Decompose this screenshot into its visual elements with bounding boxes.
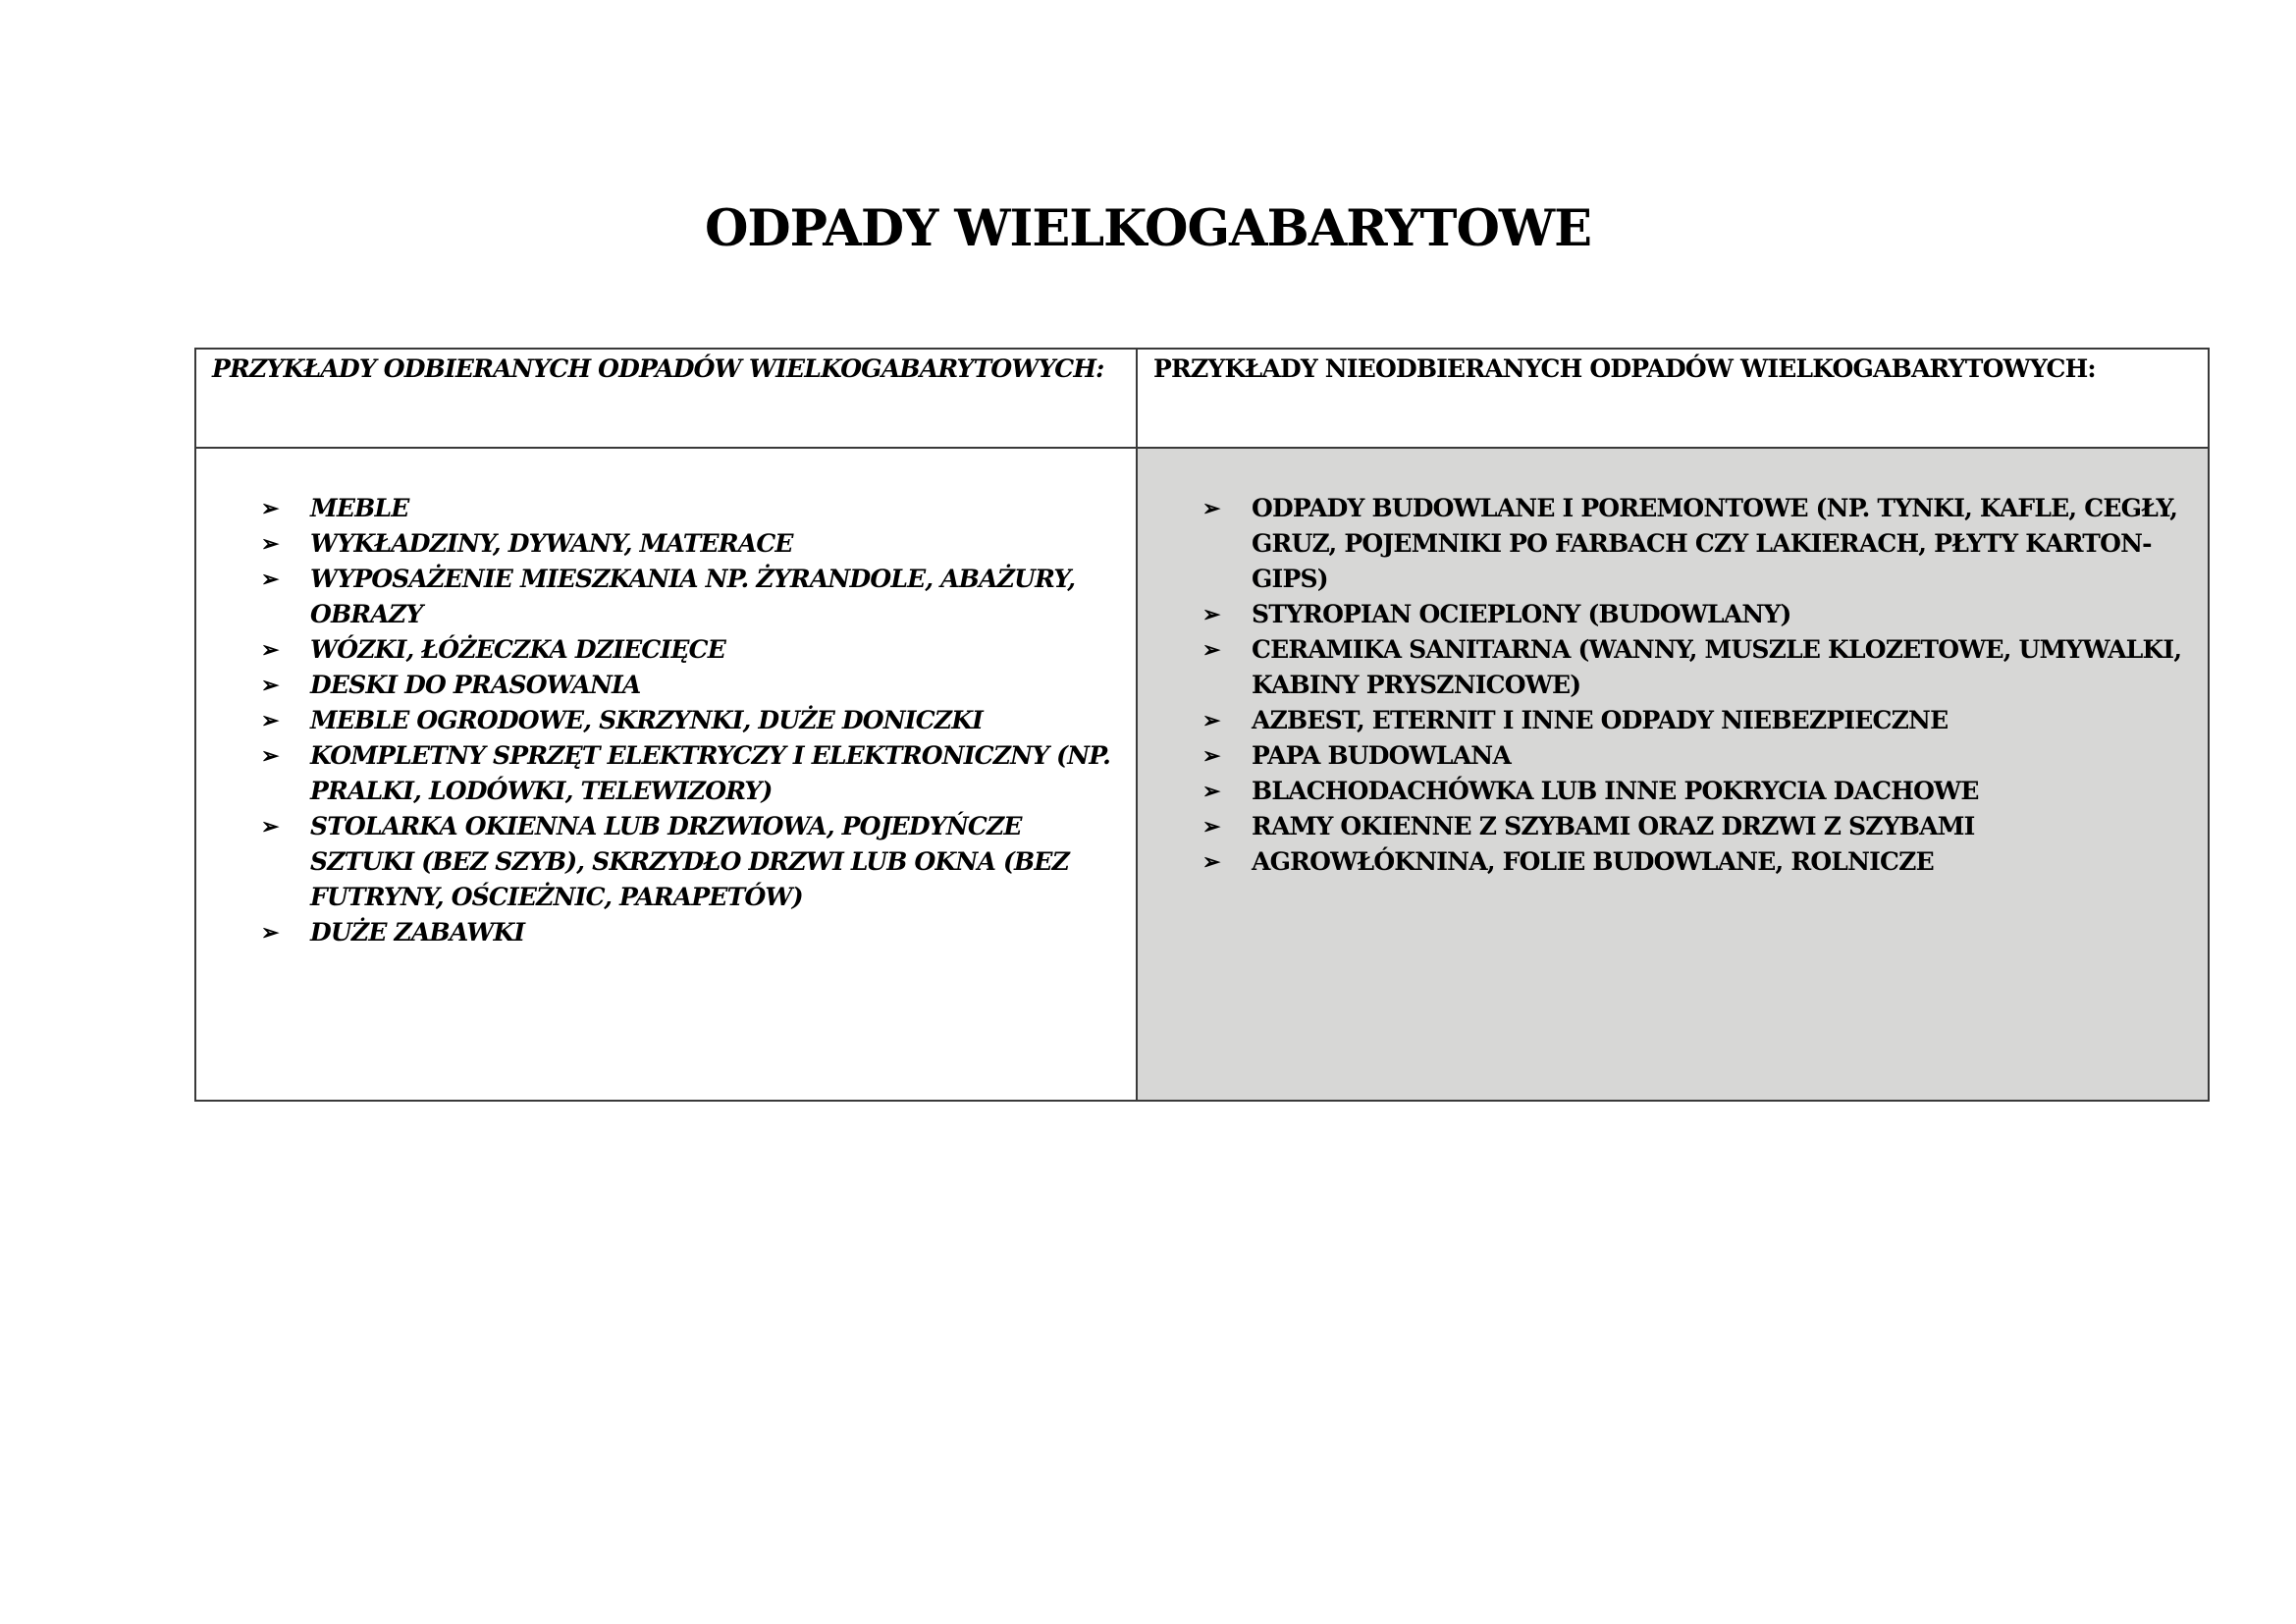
list-item-text: WÓZKI, ŁÓŻECZKA DZIECIĘCE bbox=[310, 635, 726, 664]
collected-waste-header: PRZYKŁADY ODBIERANYCH ODPADÓW WIELKOGABARYTOWYCH: bbox=[212, 354, 1104, 383]
page-title: ODPADY WIELKOGABARYTOWE bbox=[704, 199, 1592, 258]
arrowhead-bullet-icon: ➢ bbox=[261, 496, 279, 521]
list-item-text: STOLARKA OKIENNA LUB DRZWIOWA, POJEDYŃCZE SZTUKI (BEZ SZYB), SKRZYDŁO DRZWI LUB OKNA (BEZ FUTRYNY, OŚCIEŻNIC, PARAPETÓW) bbox=[310, 812, 1070, 911]
list-item-text: STYROPIAN OCIEPLONY (BUDOWLANY) bbox=[1252, 600, 1791, 628]
list-item-text: AZBEST, ETERNIT I INNE ODPADY NIEBEZPIECZNE bbox=[1252, 706, 1949, 734]
arrowhead-bullet-icon: ➢ bbox=[1202, 602, 1220, 627]
list-item bbox=[1202, 809, 2198, 844]
list-item-text: PAPA BUDOWLANA bbox=[1252, 741, 1511, 770]
list-item bbox=[1202, 738, 2198, 774]
arrowhead-bullet-icon: ➢ bbox=[1202, 637, 1220, 663]
arrowhead-bullet-icon: ➢ bbox=[1202, 708, 1220, 733]
arrowhead-bullet-icon: ➢ bbox=[1202, 743, 1220, 769]
collected-waste-list bbox=[196, 449, 1136, 950]
list-item bbox=[1202, 491, 2198, 597]
list-item-text: WYKŁADZINY, DYWANY, MATERACE bbox=[310, 529, 793, 558]
list-item bbox=[1202, 774, 2198, 809]
arrowhead-bullet-icon: ➢ bbox=[261, 531, 279, 557]
list-item bbox=[261, 668, 1116, 703]
list-item bbox=[1202, 597, 2198, 632]
list-item bbox=[1202, 632, 2198, 703]
list-item bbox=[261, 526, 1116, 562]
waste-table bbox=[194, 348, 2210, 1102]
arrowhead-bullet-icon: ➢ bbox=[261, 743, 279, 769]
not-collected-waste-list bbox=[1138, 449, 2208, 880]
list-item-text: DUŻE ZABAWKI bbox=[310, 918, 525, 947]
list-item bbox=[261, 632, 1116, 668]
list-item-text: BLACHODACHÓWKA LUB INNE POKRYCIA DACHOWE bbox=[1252, 777, 1979, 805]
right-header-cell bbox=[1137, 349, 2209, 448]
list-item bbox=[261, 809, 1116, 915]
list-item bbox=[1202, 844, 2198, 880]
list-item bbox=[261, 738, 1116, 809]
list-item-text: CERAMIKA SANITARNA (WANNY, MUSZLE KLOZETOWE, UMYWALKI, KABINY PRYSZNICOWE) bbox=[1252, 635, 2182, 699]
arrowhead-bullet-icon: ➢ bbox=[261, 920, 279, 946]
list-item bbox=[261, 562, 1116, 632]
list-item bbox=[261, 915, 1116, 950]
list-item-text: KOMPLETNY SPRZĘT ELEKTRYCZY I ELEKTRONICZNY (NP. PRALKI, LODÓWKI, TELEWIZORY) bbox=[310, 741, 1111, 805]
right-body-cell bbox=[1137, 448, 2209, 1101]
list-item-text: MEBLE bbox=[310, 494, 409, 522]
arrowhead-bullet-icon: ➢ bbox=[261, 673, 279, 698]
not-collected-waste-header: PRZYKŁADY NIEODBIERANYCH ODPADÓW WIELKOGABARYTOWYCH: bbox=[1153, 354, 2096, 383]
left-body-cell bbox=[195, 448, 1137, 1101]
list-item-text: AGROWŁÓKNINA, FOLIE BUDOWLANE, ROLNICZE bbox=[1252, 847, 1934, 876]
left-header-cell bbox=[195, 349, 1137, 448]
arrowhead-bullet-icon: ➢ bbox=[1202, 779, 1220, 804]
list-item-text: WYPOSAŻENIE MIESZKANIA NP. ŻYRANDOLE, ABAŻURY, OBRAZY bbox=[310, 565, 1076, 628]
arrowhead-bullet-icon: ➢ bbox=[1202, 496, 1220, 521]
arrowhead-bullet-icon: ➢ bbox=[261, 637, 279, 663]
arrowhead-bullet-icon: ➢ bbox=[1202, 849, 1220, 875]
list-item-text: DESKI DO PRASOWANIA bbox=[310, 671, 641, 699]
list-item-text: RAMY OKIENNE Z SZYBAMI ORAZ DRZWI Z SZYBAMI bbox=[1252, 812, 1975, 840]
arrowhead-bullet-icon: ➢ bbox=[261, 814, 279, 839]
list-item bbox=[261, 491, 1116, 526]
arrowhead-bullet-icon: ➢ bbox=[261, 567, 279, 592]
list-item bbox=[1202, 703, 2198, 738]
table-header-row bbox=[195, 349, 2209, 448]
list-item-text: MEBLE OGRODOWE, SKRZYNKI, DUŻE DONICZKI bbox=[310, 706, 984, 734]
arrowhead-bullet-icon: ➢ bbox=[1202, 814, 1220, 839]
arrowhead-bullet-icon: ➢ bbox=[261, 708, 279, 733]
list-item bbox=[261, 703, 1116, 738]
list-item-text: ODPADY BUDOWLANE I POREMONTOWE (NP. TYNKI, KAFLE, CEGŁY, GRUZ, POJEMNIKI PO FARBACH CZY LAKIERACH, PŁYTY KARTON-GIPS) bbox=[1252, 494, 2178, 593]
table-body-row bbox=[195, 448, 2209, 1101]
